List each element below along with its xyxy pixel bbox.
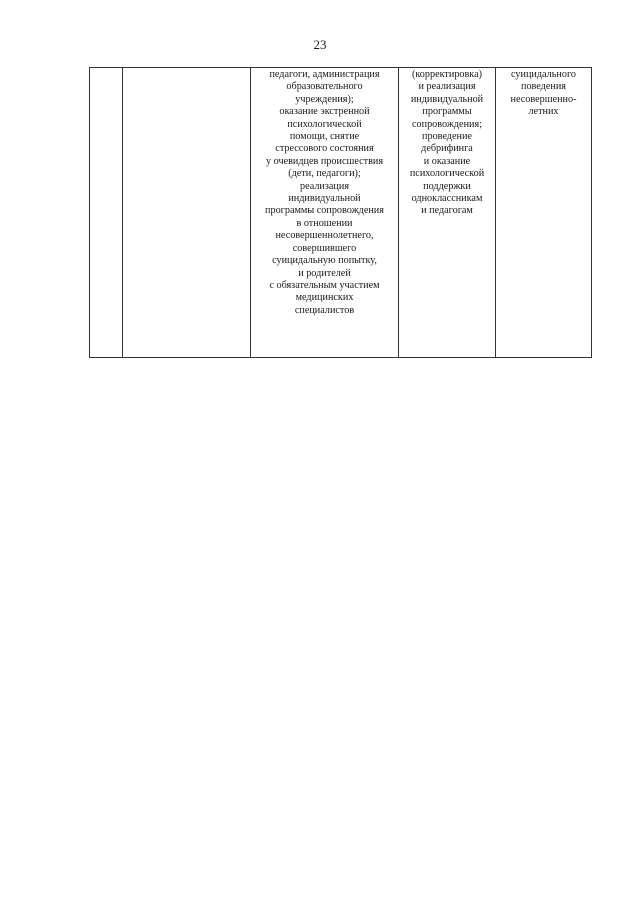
cell-text-line: в отношении	[296, 217, 353, 229]
cell-text-line: суицидальную попытку,	[272, 255, 377, 267]
cell-text-line: сопровождения;	[412, 118, 482, 130]
cell-text-line: поведения	[521, 81, 566, 93]
cell-text-line: дебрифинга	[421, 143, 473, 155]
table-cell-col1	[90, 68, 123, 358]
cell-text-line: помощи, снятие	[289, 131, 360, 143]
table-cell-col3	[251, 68, 399, 358]
cell-text-line: (дети, педагоги);	[288, 168, 361, 180]
table-row	[90, 68, 592, 358]
cell-text-line: суицидального	[511, 69, 576, 80]
cell-text-line: программы сопровождения	[265, 205, 384, 217]
cell-text-line: поддержки	[423, 180, 471, 192]
table-cell-col5	[496, 68, 592, 358]
cell-text-line: психологической	[409, 168, 485, 180]
page-number: 23	[313, 37, 327, 52]
cell-text-line: специалистов	[294, 304, 355, 316]
document-table	[89, 67, 592, 358]
cell-text-line: программы	[422, 106, 472, 118]
cell-text-line: несовершеннолетнего,	[275, 230, 374, 242]
cell-text-line: летних	[528, 106, 559, 118]
cell-text-line: у очевидцев происшествия	[265, 155, 384, 167]
cell-text-line: учреждения);	[295, 93, 354, 105]
cell-text-line: одноклассникам	[411, 193, 483, 205]
table-cell-col4	[399, 68, 496, 358]
table-cell-col2	[123, 68, 251, 358]
cell-text-line: и оказание	[423, 155, 471, 167]
cell-text-line: стрессового состояния	[275, 143, 374, 155]
cell-text-line: и родителей	[298, 267, 351, 279]
cell-text-line: проведение	[422, 131, 472, 143]
cell-text-line: образовательного	[286, 81, 363, 93]
cell-text-line: (корректировка)	[411, 69, 483, 80]
cell-text-line: индивидуальной	[288, 193, 361, 205]
cell-text-line: и реализация	[418, 81, 476, 93]
cell-text-line: психологической	[287, 118, 362, 130]
cell-text-line: реализация	[299, 180, 350, 192]
cell-text-line: медицинских	[295, 292, 354, 304]
cell-text-line: оказание экстренной	[279, 106, 370, 118]
cell-text-line: совершившего	[292, 242, 357, 254]
cell-text-line: и педагогам	[421, 205, 473, 217]
cell-text-line: индивидуальной	[410, 93, 484, 105]
cell-text-line: несовершенно-	[510, 93, 577, 105]
cell-text-line: с обязательным участием	[269, 279, 380, 291]
cell-text-line: педагоги, администрация	[269, 69, 380, 80]
